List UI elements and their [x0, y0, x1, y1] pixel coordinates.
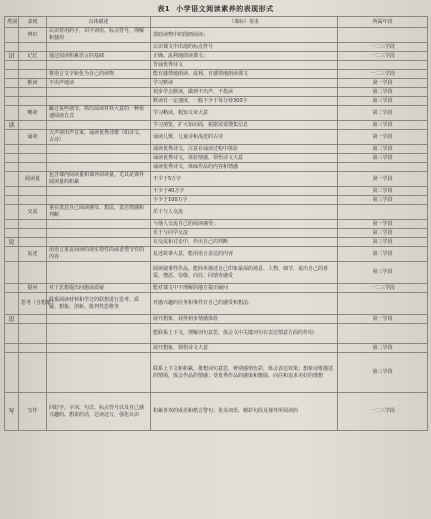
standard-cell: 在交流和讨论中，作出自己的判断 — [151, 238, 338, 247]
standard-cell: 乐于与人交流 — [151, 205, 338, 220]
table-row — [5, 247, 428, 262]
description-cell: 大声读出声音来，诵读优秀诗歌（如诗文、古诗） — [47, 130, 151, 145]
table-row — [5, 220, 428, 229]
category-cell — [5, 79, 19, 88]
table-row — [5, 121, 428, 130]
performance-cell: 交流 — [19, 205, 47, 220]
standard-cell: 不少于40万字 — [151, 187, 338, 196]
description-cell — [47, 163, 151, 172]
performance-cell — [19, 344, 47, 353]
category-cell — [5, 145, 19, 154]
description-cell: 将语言文字转化为自己的读物 — [47, 70, 151, 79]
table-row — [5, 79, 428, 88]
category-cell — [5, 262, 19, 284]
table-title-text: 小学语文阅读素养的表现形式 — [176, 5, 274, 13]
table-header-row — [5, 17, 428, 28]
level-cell: 第三学段 — [338, 353, 428, 393]
performance-cell — [19, 121, 47, 130]
performance-cell: 思考（含想象） — [19, 293, 47, 315]
performance-cell: 诵读 — [19, 130, 47, 145]
table-row — [5, 28, 428, 43]
category-cell — [5, 187, 19, 196]
category-cell — [5, 97, 19, 106]
level-cell: 第三学段 — [338, 238, 428, 247]
table-body — [5, 28, 428, 431]
category-cell — [5, 154, 19, 163]
description-cell: 包含课内阅读量和课外阅读量，尤其是课外阅读量的积累 — [47, 172, 151, 187]
description-cell — [47, 262, 151, 284]
performance-cell: 阅读量 — [19, 172, 47, 187]
standard-cell: 初步学会默读，做到不出声，不指读 — [151, 88, 338, 97]
description-cell — [47, 97, 151, 106]
standard-cell: 阅读叙事性作品，能简单描述自己印象最深的场景、人物、细节，说出自己的喜爱、憎恶、崇敬、向往、同情等感受 — [151, 262, 338, 284]
standard-cell: 诵读优秀诗文，体味作品的内容和情感 — [151, 163, 338, 172]
performance-cell: 略读 — [19, 106, 47, 121]
performance-cell — [19, 154, 47, 163]
level-cell: 一二三学段 — [338, 70, 428, 79]
level-cell: 第三学段 — [338, 121, 428, 130]
level-cell: 第二学段 — [338, 344, 428, 353]
standard-cell: 诵读儿歌，儿童诗和浅近的古诗 — [151, 130, 338, 145]
level-cell: 第二学段 — [338, 229, 428, 238]
description-cell — [47, 344, 151, 353]
description-cell — [47, 88, 151, 97]
performance-cell: 写作 — [19, 393, 47, 431]
category-cell — [5, 172, 19, 187]
table-row — [5, 205, 428, 220]
description-cell — [47, 145, 151, 154]
table-row — [5, 229, 428, 238]
level-cell: 第一学段 — [338, 79, 428, 88]
table-row — [5, 106, 428, 121]
table-row — [5, 43, 428, 52]
performance-cell — [19, 61, 47, 70]
level-cell — [338, 324, 428, 344]
standard-cell: 对感兴趣的任务和事件有自己的感受和想法； — [151, 293, 338, 315]
level-cell: 第三学段 — [338, 154, 428, 163]
category-cell — [5, 220, 19, 229]
description-cell: 不出声地读 — [47, 79, 151, 88]
table-row — [5, 293, 428, 315]
table-row — [5, 52, 428, 61]
description-cell — [47, 196, 151, 205]
header-level: 所属年段 — [338, 17, 428, 28]
standard-cell: 不少于5万字 — [151, 172, 338, 187]
standard-cell: 认识课文中出现的标点符号 — [151, 43, 338, 52]
level-cell: 第三学段 — [338, 262, 428, 284]
performance-cell — [19, 315, 47, 324]
category-cell — [5, 353, 19, 393]
header-description: 具体描述 — [47, 17, 151, 28]
table-row — [5, 262, 428, 284]
description-cell — [47, 229, 151, 238]
standard-cell: 不少于100万字 — [151, 196, 338, 205]
standard-cell: 诵读优秀诗文，体验情感，领悟诗文大意 — [151, 154, 338, 163]
table-row — [5, 145, 428, 154]
standard-cell: 能联系上下文，理解词句意思，体会文中关键词句在表达情意方面的作用； — [151, 324, 338, 344]
performance-cell: 提问 — [19, 284, 47, 293]
table-row — [5, 61, 428, 70]
standard-cell: 积累喜欢的成语和格言警句；优美词语、精彩句段及课外所阅读的 — [151, 393, 338, 431]
performance-cell — [19, 353, 47, 393]
table-number: 表1 — [157, 5, 171, 13]
level-cell: 一二三学段 — [338, 284, 428, 293]
table-row — [5, 163, 428, 172]
category-cell: 读 — [5, 121, 19, 130]
performance-cell — [19, 70, 47, 79]
performance-cell — [19, 229, 47, 238]
standard-cell: 背诵优秀诗文 — [151, 61, 338, 70]
description-cell — [47, 154, 151, 163]
category-cell — [5, 43, 19, 52]
performance-cell — [19, 220, 47, 229]
level-cell: 第二学段 — [338, 88, 428, 97]
category-cell — [5, 61, 19, 70]
description-cell — [47, 61, 151, 70]
description-cell — [47, 121, 151, 130]
performance-cell: 默读 — [19, 79, 47, 88]
performance-cell: 复述 — [19, 247, 47, 262]
standard-cell: 诵读优秀诗文，注意在诵读过程中体验 — [151, 145, 338, 154]
table-row — [5, 154, 428, 163]
description-cell — [47, 315, 151, 324]
table-row — [5, 393, 428, 431]
category-cell: 思 — [5, 315, 19, 324]
standard-cell: 复述故事大意，能用语言表达的内容 — [151, 247, 338, 262]
level-cell: 第一学段 — [338, 130, 428, 145]
description-cell — [47, 43, 151, 52]
category-cell — [5, 130, 19, 145]
table-row — [5, 130, 428, 145]
category-cell — [5, 70, 19, 79]
level-cell: 第三学段 — [338, 196, 428, 205]
level-cell — [338, 28, 428, 43]
standard-cell: 能对课文中不理解的地方提出疑问 — [151, 284, 338, 293]
description-cell: 通过阅读积累语言的基础 — [47, 52, 151, 61]
category-cell — [5, 344, 19, 353]
category-cell — [5, 106, 19, 121]
performance-cell — [19, 97, 47, 106]
table-row — [5, 238, 428, 247]
header-standard: 《课标》要求 — [151, 17, 338, 28]
table-row — [5, 172, 428, 187]
level-cell: 第三学段 — [338, 97, 428, 106]
level-cell: 一二三学段 — [338, 393, 428, 431]
standard-cell: 默读有一定速度，一般不少于每分钟300字 — [151, 97, 338, 106]
standard-cell: 学习浏览，扩大知识面，根据需要搜集信息 — [151, 121, 338, 130]
standard-cell: 展开想象，领悟诗文大意 — [151, 344, 338, 353]
description-cell — [47, 187, 151, 196]
level-cell — [338, 205, 428, 220]
performance-cell — [19, 238, 47, 247]
category-cell — [5, 324, 19, 344]
performance-cell — [19, 324, 47, 344]
performance-cell — [19, 145, 47, 154]
standard-cell: 联系上下文和积累，推想词句意思，辨别感情色彩，体会表达效果；想象诗歌描述的情境，体会作品的情感；受优秀作品的感染和激励，向往和追求美好的理想 — [151, 353, 338, 393]
table-row — [5, 97, 428, 106]
level-cell — [338, 293, 428, 315]
performance-cell — [19, 163, 47, 172]
description-cell — [47, 220, 151, 229]
level-cell: 第一学段 — [338, 172, 428, 187]
category-cell — [5, 88, 19, 97]
performance-cell — [19, 43, 47, 52]
level-cell — [338, 163, 428, 172]
standard-cell: 学习略读，粗知文章大意 — [151, 106, 338, 121]
table-row — [5, 284, 428, 293]
table-row — [5, 70, 428, 79]
description-cell — [47, 324, 151, 344]
level-cell: 第二学段 — [338, 145, 428, 154]
description-cell: 用语言重复阅读的现实情性的或者情节性的内容 — [47, 247, 151, 262]
description-cell: 联系阅读材料和学过的联想进行思考、质疑、想象、创新、批判性思维等 — [47, 293, 151, 315]
standard-cell: 学习默读 — [151, 79, 338, 88]
standard-cell: 与他人交流自己的阅读感受； — [151, 220, 338, 229]
performance-cell — [19, 262, 47, 284]
table-row — [5, 315, 428, 324]
standard-cell: 能有感情地朗读、流利、有感情地朗读课文 — [151, 70, 338, 79]
description-cell: 重在表达自己阅读感受、想法，表达情感和判断 — [47, 205, 151, 220]
performance-cell: 记忆 — [19, 52, 47, 61]
reading-literacy-table — [4, 16, 428, 431]
category-cell — [5, 196, 19, 205]
category-cell — [5, 247, 19, 262]
table-row — [5, 196, 428, 205]
description-cell: 跳过某些细节，抓住阅读材料大意的一种快速阅读方式 — [47, 106, 151, 121]
category-cell — [5, 293, 19, 315]
table-row — [5, 344, 428, 353]
description-cell — [47, 238, 151, 247]
category-cell — [5, 205, 19, 220]
category-cell: 识 — [5, 52, 19, 61]
level-cell: 第二学段 — [338, 187, 428, 196]
description-cell — [47, 353, 151, 393]
performance-cell — [19, 196, 47, 205]
description-cell: 认识常用的字，识字词语、标点符号，理解和使用 — [47, 28, 151, 43]
header-category: 类别 — [5, 17, 19, 28]
standard-cell: 正确、流利地朗读课文； — [151, 52, 338, 61]
level-cell: 第一学段 — [338, 220, 428, 229]
description-cell: 对于思想提出问题或质疑 — [47, 284, 151, 293]
category-cell — [5, 284, 19, 293]
standard-cell: 借助读物中的图画阅读； — [151, 28, 338, 43]
category-cell — [5, 28, 19, 43]
performance-cell — [19, 187, 47, 196]
level-cell — [338, 61, 428, 70]
level-cell: 一二三学段 — [338, 43, 428, 52]
level-cell: 一二三学段 — [338, 52, 428, 61]
category-cell: 说 — [5, 238, 19, 247]
level-cell: 第二学段 — [338, 106, 428, 121]
description-cell: 同好字、字词、句式、标点符号以及自己感兴趣的、想说的话，达读这写，强化认识 — [47, 393, 151, 431]
category-cell: 写 — [5, 393, 19, 431]
table-row — [5, 353, 428, 393]
table-row — [5, 187, 428, 196]
standard-cell: 展开想象，获得初步情感体验 — [151, 315, 338, 324]
header-performance: 表现 — [19, 17, 47, 28]
category-cell — [5, 229, 19, 238]
level-cell: 第一学段 — [338, 315, 428, 324]
standard-cell: 乐于与同学交流 — [151, 229, 338, 238]
level-cell: 第二学段 — [338, 247, 428, 262]
table-title — [0, 4, 431, 14]
category-cell — [5, 163, 19, 172]
table-row — [5, 88, 428, 97]
performance-cell — [19, 88, 47, 97]
performance-cell: 辨识 — [19, 28, 47, 43]
table-row — [5, 324, 428, 344]
